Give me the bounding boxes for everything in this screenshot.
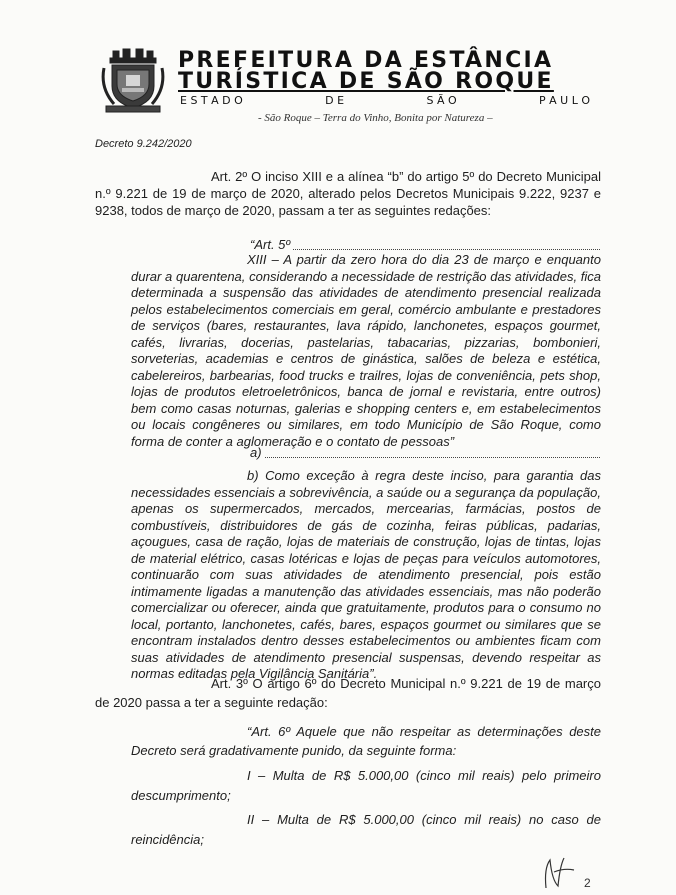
state-word: S Ã O xyxy=(426,94,457,107)
inciso-xiii-paragraph: XIII – A partir da zero hora do dia 23 de março e enquanto durar a quarentena, considerando a necessidade de restrição das atividades, fica determinada a suspensão das atividades de atendimento presencial realizada pelos estabelecimentos comerciais em geral, comércio ambulante e prestadores de serviços (bares, restaurantes, lava rápido, lanchonetes, espaços gourmet, cafés, livrarias, docerias, pastelarias, tabacarias, pizzarias, bombonieri, sorveterias, academias e centros de ginástica, salões de beleza e estética, cabelereiros, barbearias, food trucks e trailres, lojas de conveniência, pets shop, lojas de produtos eletroeletrônicos, banca de jornal e revistaria, entre outros) bem como casas noturnas, galerias e shopping centers e, em estabelecimentos ou locais congêneres ou similares, em todo Município de São Roque, como forma de conter a aglomeração e o contato de pessoas” xyxy=(131,252,601,449)
state-word: D E xyxy=(325,94,345,107)
alinea-b-paragraph: b) Como exceção à regra deste inciso, para garantia das necessidades essenciais a sobrevivência, a saúde ou a segurança da população, apenas os supermercados, mercados, mercearias, farmácias, postos de combustíveis, distribuidores de gás de cozinha, feiras públicas, padarias, açougues, casa de ração, lojas de materiais de construção, lojas de tintas, lojas de material elétrico, casas lotéricas e lojas de peças para veículos automotores, continuarão com suas atividades de atendimento presencial, pois estão intimamente ligadas a manutenção das atividades essenciais, mas não poderão comercializar ou oferecer, ainda que gratuitamente, produtos para o consumo no local, portanto, lanchonetes, cafés, bares, espaços gourmet ou similares que se encontram instalados dentro desses estabelecimentos ou ambientes ficam com suas atividades de atendimento presencial suspensas, devendo respeitar as normas editadas pela Vigilância Sanitária”. xyxy=(131,468,601,681)
state-line xyxy=(180,94,590,107)
article-5-heading xyxy=(250,236,600,253)
signature-initials xyxy=(540,850,580,890)
alinea-a xyxy=(250,444,600,461)
article-3-paragraph: Art. 3º O artigo 6º do Decreto Municipal n.º 9.221 de 19 de março de 2020 passa a ter a seguinte redação: xyxy=(95,676,601,710)
article-6-paragraph: “Art. 6º Aquele que não respeitar as determinações deste Decreto será gradativamente punido, da seguinte forma: xyxy=(131,724,601,758)
penalty-item-i: I – Multa de R$ 5.000,00 (cinco mil reais) pelo primeiro descumprimento; xyxy=(131,768,601,803)
page-number: 2 xyxy=(584,876,591,890)
decree-number: Decreto 9.242/2020 xyxy=(95,138,192,150)
alinea-a-label: a) xyxy=(250,445,262,460)
city-hall-title: PREFEITURA DA ESTÂNCIA xyxy=(178,48,554,73)
state-word: E S T A D O xyxy=(180,94,243,107)
city-hall-title-line2: TURÍSTICA DE SÃO ROQUE xyxy=(178,69,554,94)
dotted-leader xyxy=(293,249,600,250)
penalty-item-ii: II – Multa de R$ 5.000,00 (cinco mil reais) no caso de reincidência; xyxy=(131,812,601,847)
dotted-leader xyxy=(265,457,600,458)
article-2-paragraph: Art. 2º O inciso XIII e a alínea “b” do artigo 5º do Decreto Municipal n.º 9.221 de 19 de março de 2020, alterado pelos Decretos Municipais 9.222, 9237 e 9238, todos de março de 2020, passam a ter as seguintes redações: xyxy=(95,169,601,218)
city-motto: - São Roque – Terra do Vinho, Bonita por Natureza – xyxy=(258,112,493,124)
coat-of-arms-icon xyxy=(100,46,166,116)
state-word: P A U L O xyxy=(539,94,590,107)
article-5-label: “Art. 5º xyxy=(250,237,291,252)
